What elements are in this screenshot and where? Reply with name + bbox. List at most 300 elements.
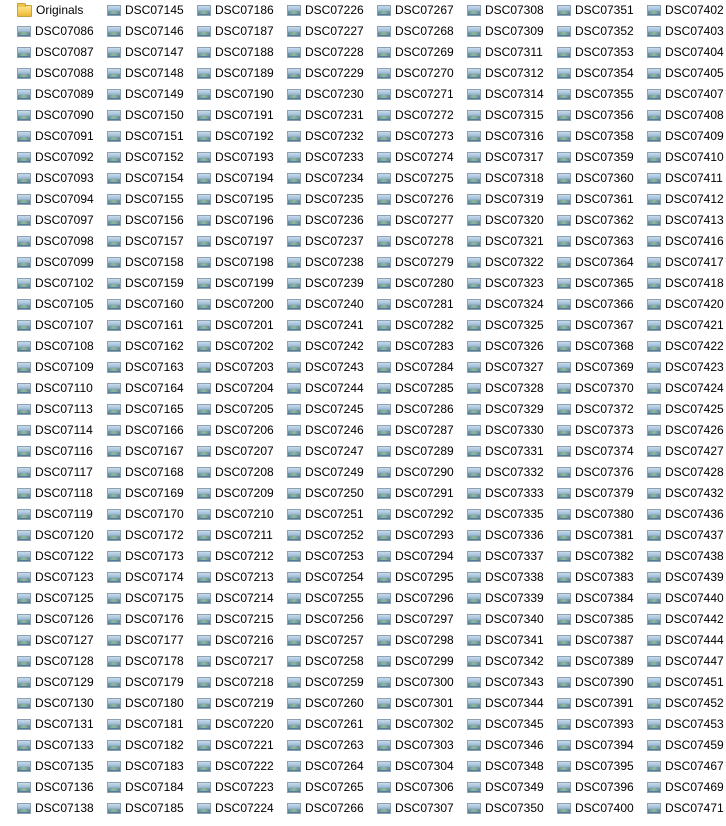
file-item[interactable] (377, 231, 467, 252)
file-item[interactable] (197, 105, 287, 126)
file-item[interactable] (557, 609, 647, 630)
file-item[interactable] (197, 252, 287, 273)
file-item[interactable] (287, 525, 377, 546)
file-item[interactable] (467, 399, 557, 420)
file-item[interactable] (647, 714, 726, 735)
file-item[interactable] (557, 105, 647, 126)
file-item[interactable] (287, 210, 377, 231)
file-item[interactable] (287, 420, 377, 441)
file-item[interactable] (197, 693, 287, 714)
file-item[interactable] (197, 483, 287, 504)
file-item[interactable] (647, 126, 726, 147)
file-item[interactable] (107, 777, 197, 798)
file-item[interactable] (647, 0, 726, 21)
file-item[interactable] (467, 378, 557, 399)
file-item[interactable] (17, 21, 107, 42)
file-item[interactable] (287, 672, 377, 693)
file-item[interactable] (107, 231, 197, 252)
file-item[interactable] (17, 252, 107, 273)
file-item[interactable] (107, 546, 197, 567)
file-item[interactable] (17, 294, 107, 315)
file-item[interactable] (17, 357, 107, 378)
file-item[interactable] (647, 546, 726, 567)
file-item[interactable] (107, 84, 197, 105)
file-item[interactable] (17, 525, 107, 546)
file-item[interactable] (197, 378, 287, 399)
file-item[interactable] (107, 168, 197, 189)
file-item[interactable] (647, 462, 726, 483)
file-item[interactable] (17, 231, 107, 252)
file-item[interactable] (467, 0, 557, 21)
file-item[interactable] (17, 546, 107, 567)
file-item[interactable] (197, 147, 287, 168)
file-item[interactable] (17, 609, 107, 630)
file-item[interactable] (557, 189, 647, 210)
file-item[interactable] (17, 756, 107, 777)
file-item[interactable] (467, 567, 557, 588)
file-item[interactable] (467, 462, 557, 483)
file-item[interactable] (107, 336, 197, 357)
file-item[interactable] (287, 231, 377, 252)
file-item[interactable] (647, 42, 726, 63)
file-item[interactable] (647, 21, 726, 42)
file-item[interactable] (467, 420, 557, 441)
file-item[interactable] (377, 714, 467, 735)
file-item[interactable] (287, 168, 377, 189)
file-item[interactable] (467, 441, 557, 462)
file-item[interactable] (647, 63, 726, 84)
file-item[interactable] (467, 189, 557, 210)
file-item[interactable] (467, 42, 557, 63)
file-item[interactable] (287, 567, 377, 588)
file-item[interactable] (17, 672, 107, 693)
file-item[interactable] (467, 735, 557, 756)
file-item[interactable] (107, 714, 197, 735)
file-item[interactable] (197, 735, 287, 756)
file-item[interactable] (17, 798, 107, 819)
file-item[interactable] (467, 714, 557, 735)
file-item[interactable] (377, 168, 467, 189)
file-item[interactable] (557, 378, 647, 399)
file-item[interactable] (107, 147, 197, 168)
file-item[interactable] (377, 189, 467, 210)
file-item[interactable] (17, 273, 107, 294)
file-item[interactable] (557, 672, 647, 693)
file-item[interactable] (197, 504, 287, 525)
file-item[interactable] (557, 42, 647, 63)
file-item[interactable] (377, 777, 467, 798)
file-item[interactable] (647, 798, 726, 819)
file-item[interactable] (557, 294, 647, 315)
file-item[interactable] (467, 84, 557, 105)
file-item[interactable] (197, 714, 287, 735)
file-item[interactable] (377, 609, 467, 630)
file-item[interactable] (467, 651, 557, 672)
file-item[interactable] (287, 798, 377, 819)
file-item[interactable] (287, 546, 377, 567)
file-item[interactable] (287, 357, 377, 378)
file-item[interactable] (287, 42, 377, 63)
file-item[interactable] (17, 147, 107, 168)
file-item[interactable] (467, 504, 557, 525)
file-item[interactable] (197, 798, 287, 819)
file-item[interactable] (107, 252, 197, 273)
file-item[interactable] (17, 189, 107, 210)
file-item[interactable] (377, 399, 467, 420)
file-item[interactable] (647, 651, 726, 672)
file-item[interactable] (647, 147, 726, 168)
file-item[interactable] (17, 735, 107, 756)
file-item[interactable] (107, 441, 197, 462)
file-item[interactable] (467, 525, 557, 546)
file-item[interactable] (647, 315, 726, 336)
file-item[interactable] (647, 504, 726, 525)
file-item[interactable] (287, 693, 377, 714)
file-item[interactable] (647, 756, 726, 777)
file-item[interactable] (197, 630, 287, 651)
file-item[interactable] (467, 588, 557, 609)
file-item[interactable] (647, 273, 726, 294)
file-item[interactable] (377, 567, 467, 588)
file-item[interactable] (647, 777, 726, 798)
file-item[interactable] (197, 357, 287, 378)
file-item[interactable] (377, 0, 467, 21)
file-item[interactable] (467, 21, 557, 42)
file-item[interactable] (467, 210, 557, 231)
file-item[interactable] (107, 462, 197, 483)
file-item[interactable] (467, 336, 557, 357)
file-item[interactable] (647, 84, 726, 105)
file-item[interactable] (287, 588, 377, 609)
file-item[interactable] (377, 147, 467, 168)
file-item[interactable] (197, 294, 287, 315)
file-item[interactable] (467, 693, 557, 714)
file-item[interactable] (287, 441, 377, 462)
file-item[interactable] (467, 315, 557, 336)
file-item[interactable] (647, 210, 726, 231)
file-item[interactable] (377, 420, 467, 441)
file-item[interactable] (557, 483, 647, 504)
file-item[interactable] (377, 273, 467, 294)
file-item[interactable] (17, 168, 107, 189)
file-item[interactable] (647, 588, 726, 609)
file-item[interactable] (107, 126, 197, 147)
file-item[interactable] (107, 588, 197, 609)
file-item[interactable] (17, 462, 107, 483)
file-item[interactable] (377, 84, 467, 105)
file-item[interactable] (107, 357, 197, 378)
file-item[interactable] (287, 336, 377, 357)
file-item[interactable] (197, 609, 287, 630)
file-item[interactable] (287, 504, 377, 525)
file-item[interactable] (17, 504, 107, 525)
file-item[interactable] (287, 315, 377, 336)
file-item[interactable] (647, 609, 726, 630)
file-item[interactable] (17, 126, 107, 147)
file-item[interactable] (107, 63, 197, 84)
file-item[interactable] (197, 273, 287, 294)
file-item[interactable] (17, 63, 107, 84)
file-item[interactable] (197, 315, 287, 336)
file-item[interactable] (17, 210, 107, 231)
file-item[interactable] (377, 357, 467, 378)
file-item[interactable] (197, 168, 287, 189)
file-item[interactable] (377, 336, 467, 357)
file-item[interactable] (107, 0, 197, 21)
file-item[interactable] (197, 336, 287, 357)
file-item[interactable] (287, 735, 377, 756)
file-item[interactable] (377, 525, 467, 546)
file-item[interactable] (107, 672, 197, 693)
file-item[interactable] (17, 651, 107, 672)
file-item[interactable] (287, 399, 377, 420)
file-item[interactable] (197, 462, 287, 483)
file-item[interactable] (17, 42, 107, 63)
file-item[interactable] (197, 231, 287, 252)
file-item[interactable] (107, 42, 197, 63)
file-item[interactable] (647, 441, 726, 462)
file-item[interactable] (107, 651, 197, 672)
file-item[interactable] (197, 42, 287, 63)
file-item[interactable] (17, 777, 107, 798)
file-item[interactable] (197, 126, 287, 147)
file-item[interactable] (287, 609, 377, 630)
file-item[interactable] (377, 504, 467, 525)
file-item[interactable] (647, 420, 726, 441)
file-item[interactable] (647, 357, 726, 378)
file-item[interactable] (17, 336, 107, 357)
file-item[interactable] (467, 672, 557, 693)
file-item[interactable] (197, 21, 287, 42)
file-item[interactable] (377, 546, 467, 567)
file-item[interactable] (467, 483, 557, 504)
file-item[interactable] (467, 546, 557, 567)
file-item[interactable] (647, 378, 726, 399)
file-item[interactable] (17, 105, 107, 126)
file-item[interactable] (647, 105, 726, 126)
file-item[interactable] (647, 294, 726, 315)
file-item[interactable] (647, 483, 726, 504)
file-item[interactable] (557, 714, 647, 735)
file-item[interactable] (557, 630, 647, 651)
file-item[interactable] (17, 588, 107, 609)
file-item[interactable] (107, 420, 197, 441)
file-item[interactable] (467, 168, 557, 189)
file-item[interactable] (17, 378, 107, 399)
file-item[interactable] (557, 210, 647, 231)
file-item[interactable] (377, 294, 467, 315)
file-item[interactable] (557, 0, 647, 21)
file-item[interactable] (557, 567, 647, 588)
file-item[interactable] (467, 630, 557, 651)
file-item[interactable] (557, 252, 647, 273)
file-item[interactable] (557, 357, 647, 378)
file-item[interactable] (17, 630, 107, 651)
file-item[interactable] (107, 273, 197, 294)
file-item[interactable] (557, 735, 647, 756)
file-item[interactable] (377, 462, 467, 483)
file-item[interactable] (107, 567, 197, 588)
file-item[interactable] (467, 252, 557, 273)
file-item[interactable] (107, 378, 197, 399)
file-item[interactable] (557, 126, 647, 147)
file-item[interactable] (467, 105, 557, 126)
file-item[interactable] (17, 441, 107, 462)
file-item[interactable] (377, 42, 467, 63)
file-item[interactable] (557, 441, 647, 462)
file-item[interactable] (287, 105, 377, 126)
file-item[interactable] (197, 525, 287, 546)
file-item[interactable] (557, 651, 647, 672)
file-item[interactable] (377, 63, 467, 84)
file-item[interactable] (197, 420, 287, 441)
file-item[interactable] (467, 273, 557, 294)
file-item[interactable] (17, 693, 107, 714)
file-item[interactable] (557, 462, 647, 483)
file-item[interactable] (107, 105, 197, 126)
file-item[interactable] (287, 273, 377, 294)
file-item[interactable] (377, 483, 467, 504)
file-item[interactable] (287, 777, 377, 798)
file-item[interactable] (557, 336, 647, 357)
file-item[interactable] (647, 630, 726, 651)
file-item[interactable] (197, 756, 287, 777)
file-item[interactable] (17, 315, 107, 336)
file-item[interactable] (287, 651, 377, 672)
file-item[interactable] (287, 630, 377, 651)
file-item[interactable] (467, 756, 557, 777)
file-item[interactable] (377, 378, 467, 399)
file-item[interactable] (107, 315, 197, 336)
file-item[interactable] (17, 714, 107, 735)
file-item[interactable] (197, 567, 287, 588)
file-item[interactable] (287, 483, 377, 504)
file-item[interactable] (467, 357, 557, 378)
file-item[interactable] (287, 21, 377, 42)
file-item[interactable] (467, 63, 557, 84)
file-item[interactable] (467, 609, 557, 630)
file-item[interactable] (467, 294, 557, 315)
file-item[interactable] (557, 588, 647, 609)
file-item[interactable] (107, 483, 197, 504)
file-item[interactable] (647, 735, 726, 756)
file-item[interactable] (377, 126, 467, 147)
file-item[interactable] (557, 273, 647, 294)
file-item[interactable] (377, 672, 467, 693)
file-item[interactable] (557, 504, 647, 525)
file-item[interactable] (197, 777, 287, 798)
file-item[interactable] (557, 399, 647, 420)
file-item[interactable] (107, 294, 197, 315)
file-item[interactable] (107, 399, 197, 420)
file-item[interactable] (467, 231, 557, 252)
file-item[interactable] (107, 609, 197, 630)
file-item[interactable] (287, 126, 377, 147)
file-item[interactable] (467, 147, 557, 168)
file-item[interactable] (647, 252, 726, 273)
file-item[interactable] (107, 210, 197, 231)
file-item[interactable] (377, 588, 467, 609)
file-item[interactable] (557, 525, 647, 546)
file-item[interactable] (197, 0, 287, 21)
file-item[interactable] (377, 630, 467, 651)
file-item[interactable] (647, 399, 726, 420)
file-item[interactable] (557, 315, 647, 336)
file-item[interactable] (17, 399, 107, 420)
file-item[interactable] (197, 588, 287, 609)
file-item[interactable] (377, 693, 467, 714)
file-item[interactable] (557, 798, 647, 819)
file-item[interactable] (557, 63, 647, 84)
file-item[interactable] (197, 84, 287, 105)
file-item[interactable] (377, 105, 467, 126)
file-item[interactable] (557, 231, 647, 252)
file-item[interactable] (647, 672, 726, 693)
file-item[interactable] (557, 168, 647, 189)
file-item[interactable] (17, 84, 107, 105)
file-item[interactable] (287, 714, 377, 735)
file-item[interactable] (287, 63, 377, 84)
file-item[interactable] (287, 147, 377, 168)
file-item[interactable] (287, 252, 377, 273)
file-item[interactable] (287, 462, 377, 483)
file-item[interactable] (107, 21, 197, 42)
file-item[interactable] (467, 798, 557, 819)
file-item[interactable] (287, 0, 377, 21)
file-item[interactable] (17, 483, 107, 504)
file-item[interactable] (287, 756, 377, 777)
file-item[interactable] (377, 210, 467, 231)
file-item[interactable] (467, 777, 557, 798)
file-item[interactable] (377, 21, 467, 42)
file-item[interactable] (107, 735, 197, 756)
file-item[interactable] (467, 126, 557, 147)
file-item[interactable] (287, 84, 377, 105)
file-item[interactable] (647, 693, 726, 714)
file-item[interactable] (197, 210, 287, 231)
file-item[interactable] (377, 756, 467, 777)
file-item[interactable] (197, 651, 287, 672)
folder-item-originals[interactable] (17, 0, 107, 21)
file-item[interactable] (107, 798, 197, 819)
file-item[interactable] (197, 63, 287, 84)
file-item[interactable] (197, 441, 287, 462)
file-item[interactable] (377, 735, 467, 756)
file-item[interactable] (647, 231, 726, 252)
file-item[interactable] (197, 399, 287, 420)
file-item[interactable] (107, 525, 197, 546)
file-item[interactable] (287, 378, 377, 399)
file-item[interactable] (107, 504, 197, 525)
file-item[interactable] (377, 315, 467, 336)
file-item[interactable] (647, 168, 726, 189)
file-item[interactable] (647, 567, 726, 588)
file-item[interactable] (557, 21, 647, 42)
file-item[interactable] (377, 252, 467, 273)
file-item[interactable] (557, 420, 647, 441)
file-item[interactable] (377, 798, 467, 819)
file-item[interactable] (377, 441, 467, 462)
file-item[interactable] (557, 546, 647, 567)
file-item[interactable] (197, 546, 287, 567)
file-item[interactable] (557, 84, 647, 105)
file-item[interactable] (647, 189, 726, 210)
file-item[interactable] (557, 147, 647, 168)
file-item[interactable] (107, 693, 197, 714)
file-item[interactable] (557, 777, 647, 798)
file-item[interactable] (557, 756, 647, 777)
file-item[interactable] (107, 630, 197, 651)
